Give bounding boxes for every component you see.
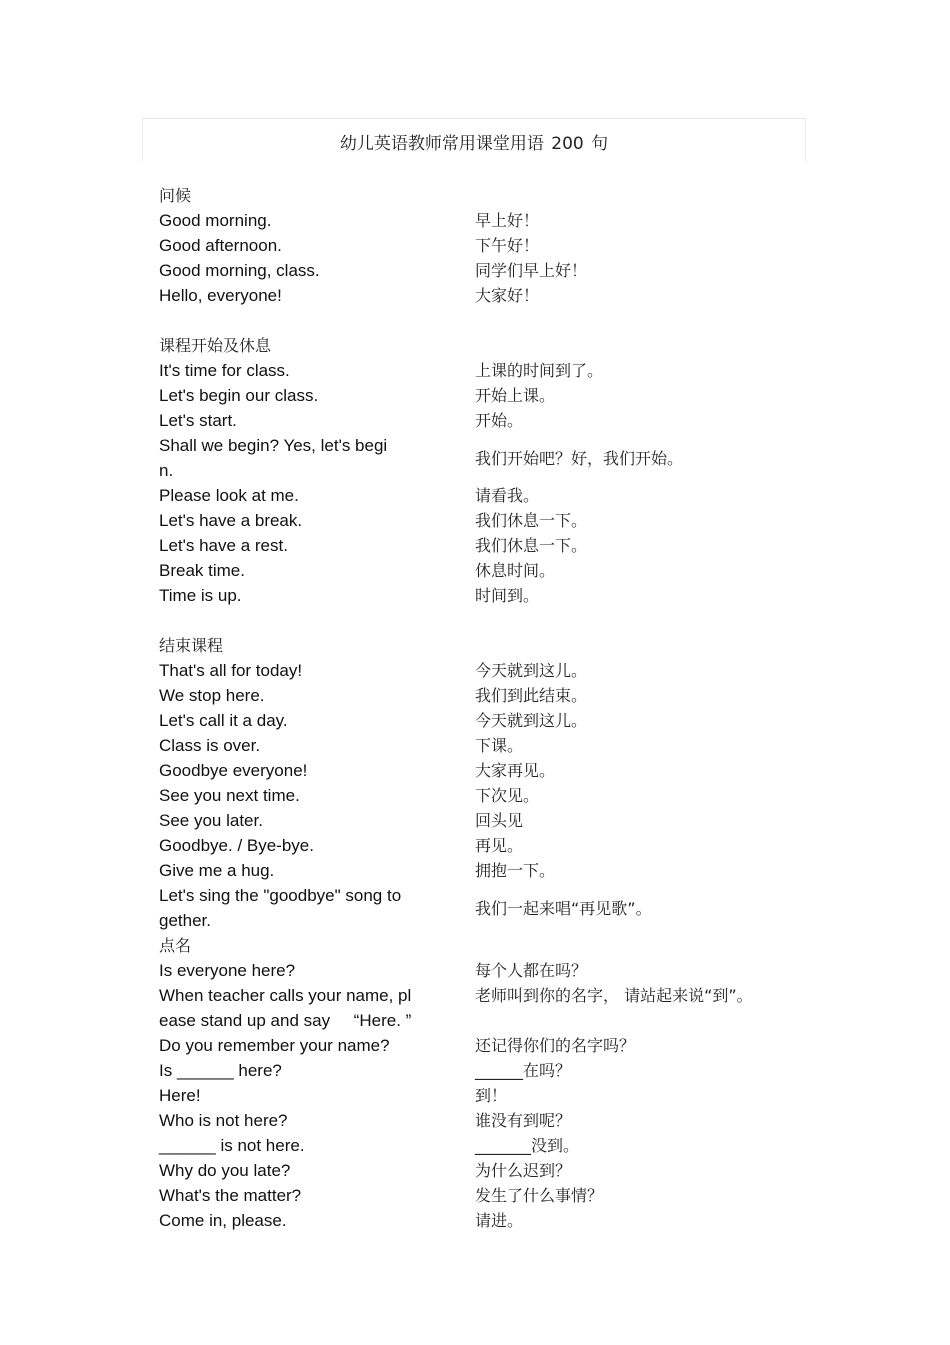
phrase-row — [159, 883, 819, 933]
english-phrase: What's the matter? — [159, 1186, 302, 1205]
chinese-translation: 休息时间。 — [475, 561, 556, 580]
phrase-row — [159, 658, 819, 683]
english-phrase: Do you remember your name? — [159, 1036, 390, 1055]
chinese-translation: 为什么迟到？ — [475, 1161, 572, 1180]
english-phrase: We stop here. — [159, 686, 265, 705]
phrase-row — [159, 683, 819, 708]
phrase-row — [159, 733, 819, 758]
chinese-translation: 老师叫到你的名字， 请站起来说“到”。 — [475, 986, 753, 1005]
phrase-row — [159, 533, 819, 558]
phrase-row — [159, 208, 819, 233]
phrase-row — [159, 258, 819, 283]
chinese-translation: 到！ — [475, 1086, 508, 1105]
english-phrase: Let's begin our class. — [159, 386, 319, 405]
phrase-row — [159, 1083, 819, 1108]
chinese-translation: 上课的时间到了。 — [475, 361, 604, 380]
english-phrase: Break time. — [159, 561, 245, 580]
english-phrase: Why do you late? — [159, 1161, 291, 1180]
phrase-list — [159, 183, 819, 1233]
phrase-row — [159, 833, 819, 858]
english-phrase: Is everyone here? — [159, 961, 296, 980]
phrase-row — [159, 558, 819, 583]
chinese-translation: 请进。 — [475, 1211, 524, 1230]
chinese-translation: 大家好！ — [475, 286, 540, 305]
english-phrase: Shall we begin? Yes, let's begi n. — [159, 436, 388, 480]
english-phrase: Time is up. — [159, 586, 242, 605]
phrase-row — [159, 858, 819, 883]
chinese-translation: 还记得你们的名字吗？ — [475, 1036, 636, 1055]
phrase-row — [159, 283, 819, 308]
chinese-translation: 发生了什么事情？ — [475, 1186, 604, 1205]
chinese-translation: 下午好！ — [475, 236, 540, 255]
chinese-translation: 今天就到这儿。 — [475, 711, 588, 730]
chinese-translation: 下课。 — [475, 736, 524, 755]
chinese-translation: 今天就到这儿。 — [475, 661, 588, 680]
phrase-row — [159, 1033, 819, 1058]
english-phrase: When teacher calls your name, pl ease stand up and say “Here. ” — [159, 986, 412, 1030]
english-phrase: Class is over. — [159, 736, 261, 755]
phrase-row — [159, 408, 819, 433]
title-box — [142, 118, 806, 162]
phrase-row — [159, 1158, 819, 1183]
chinese-translation: 我们休息一下。 — [475, 511, 588, 530]
english-phrase: Who is not here? — [159, 1111, 288, 1130]
chinese-translation: _______没到。 — [475, 1136, 580, 1155]
chinese-translation: 请看我。 — [475, 486, 540, 505]
phrase-row — [159, 1208, 819, 1233]
chinese-translation: 再见。 — [475, 836, 524, 855]
chinese-translation: 大家再见。 — [475, 761, 556, 780]
section-gap — [159, 308, 819, 333]
chinese-translation: 拥抱一下。 — [475, 861, 556, 880]
phrase-row — [159, 958, 819, 983]
chinese-translation: 我们一起来唱“再见歌”。 — [475, 898, 652, 918]
english-phrase: Let's call it a day. — [159, 711, 288, 730]
phrase-row — [159, 483, 819, 508]
phrase-row — [159, 983, 819, 1033]
english-phrase: Let's have a rest. — [159, 536, 288, 555]
phrase-row — [159, 1058, 819, 1083]
section-title-roll-call: 点名 — [159, 936, 192, 955]
section-title-class-start: 课程开始及休息 — [159, 336, 272, 355]
english-phrase: See you next time. — [159, 786, 300, 805]
section-gap — [159, 608, 819, 633]
phrase-row — [159, 1183, 819, 1208]
english-phrase: It's time for class. — [159, 361, 290, 380]
english-phrase: Let's start. — [159, 411, 237, 430]
english-phrase: Let's sing the "goodbye" song to gether. — [159, 886, 402, 930]
english-phrase: See you later. — [159, 811, 263, 830]
chinese-translation: 时间到。 — [475, 586, 540, 605]
phrase-row — [159, 583, 819, 608]
english-phrase: Good afternoon. — [159, 236, 282, 255]
english-phrase: ______ is not here. — [159, 1136, 305, 1155]
section-title-greetings: 问候 — [159, 186, 192, 205]
phrase-row — [159, 508, 819, 533]
chinese-translation: 下次见。 — [475, 786, 540, 805]
chinese-translation: 开始上课。 — [475, 386, 556, 405]
chinese-translation: 回头见 — [475, 811, 524, 830]
phrase-row — [159, 708, 819, 733]
phrase-row — [159, 1133, 819, 1158]
chinese-translation: 我们休息一下。 — [475, 536, 588, 555]
english-phrase: Give me a hug. — [159, 861, 275, 880]
english-phrase: Is ______ here? — [159, 1061, 282, 1080]
section-title-end-class: 结束课程 — [159, 636, 224, 655]
phrase-row — [159, 808, 819, 833]
chinese-translation: 开始。 — [475, 411, 524, 430]
phrase-row — [159, 758, 819, 783]
english-phrase: Please look at me. — [159, 486, 299, 505]
chinese-translation: 同学们早上好！ — [475, 261, 588, 280]
english-phrase: Good morning, class. — [159, 261, 320, 280]
phrase-row — [159, 433, 819, 483]
english-phrase: Good morning. — [159, 211, 272, 230]
english-phrase: Goodbye everyone! — [159, 761, 308, 780]
phrase-row — [159, 233, 819, 258]
chinese-translation: 谁没有到呢？ — [475, 1111, 572, 1130]
chinese-translation: 我们开始吧？好，我们开始。 — [475, 448, 684, 468]
chinese-translation: 早上好！ — [475, 211, 540, 230]
phrase-row — [159, 358, 819, 383]
phrase-row — [159, 783, 819, 808]
phrase-row — [159, 383, 819, 408]
chinese-translation: 我们到此结束。 — [475, 686, 588, 705]
english-phrase: Goodbye. / Bye-bye. — [159, 836, 314, 855]
english-phrase: Hello, everyone! — [159, 286, 282, 305]
english-phrase: Come in, please. — [159, 1211, 287, 1230]
page-title: 幼儿英语教师常用课堂用语 200 句 — [339, 134, 609, 154]
english-phrase: That's all for today! — [159, 661, 303, 680]
english-phrase: Here! — [159, 1086, 201, 1105]
phrase-row — [159, 1108, 819, 1133]
english-phrase: Let's have a break. — [159, 511, 303, 530]
chinese-translation: 每个人都在吗？ — [475, 961, 588, 980]
chinese-translation: ______在吗？ — [475, 1061, 572, 1080]
